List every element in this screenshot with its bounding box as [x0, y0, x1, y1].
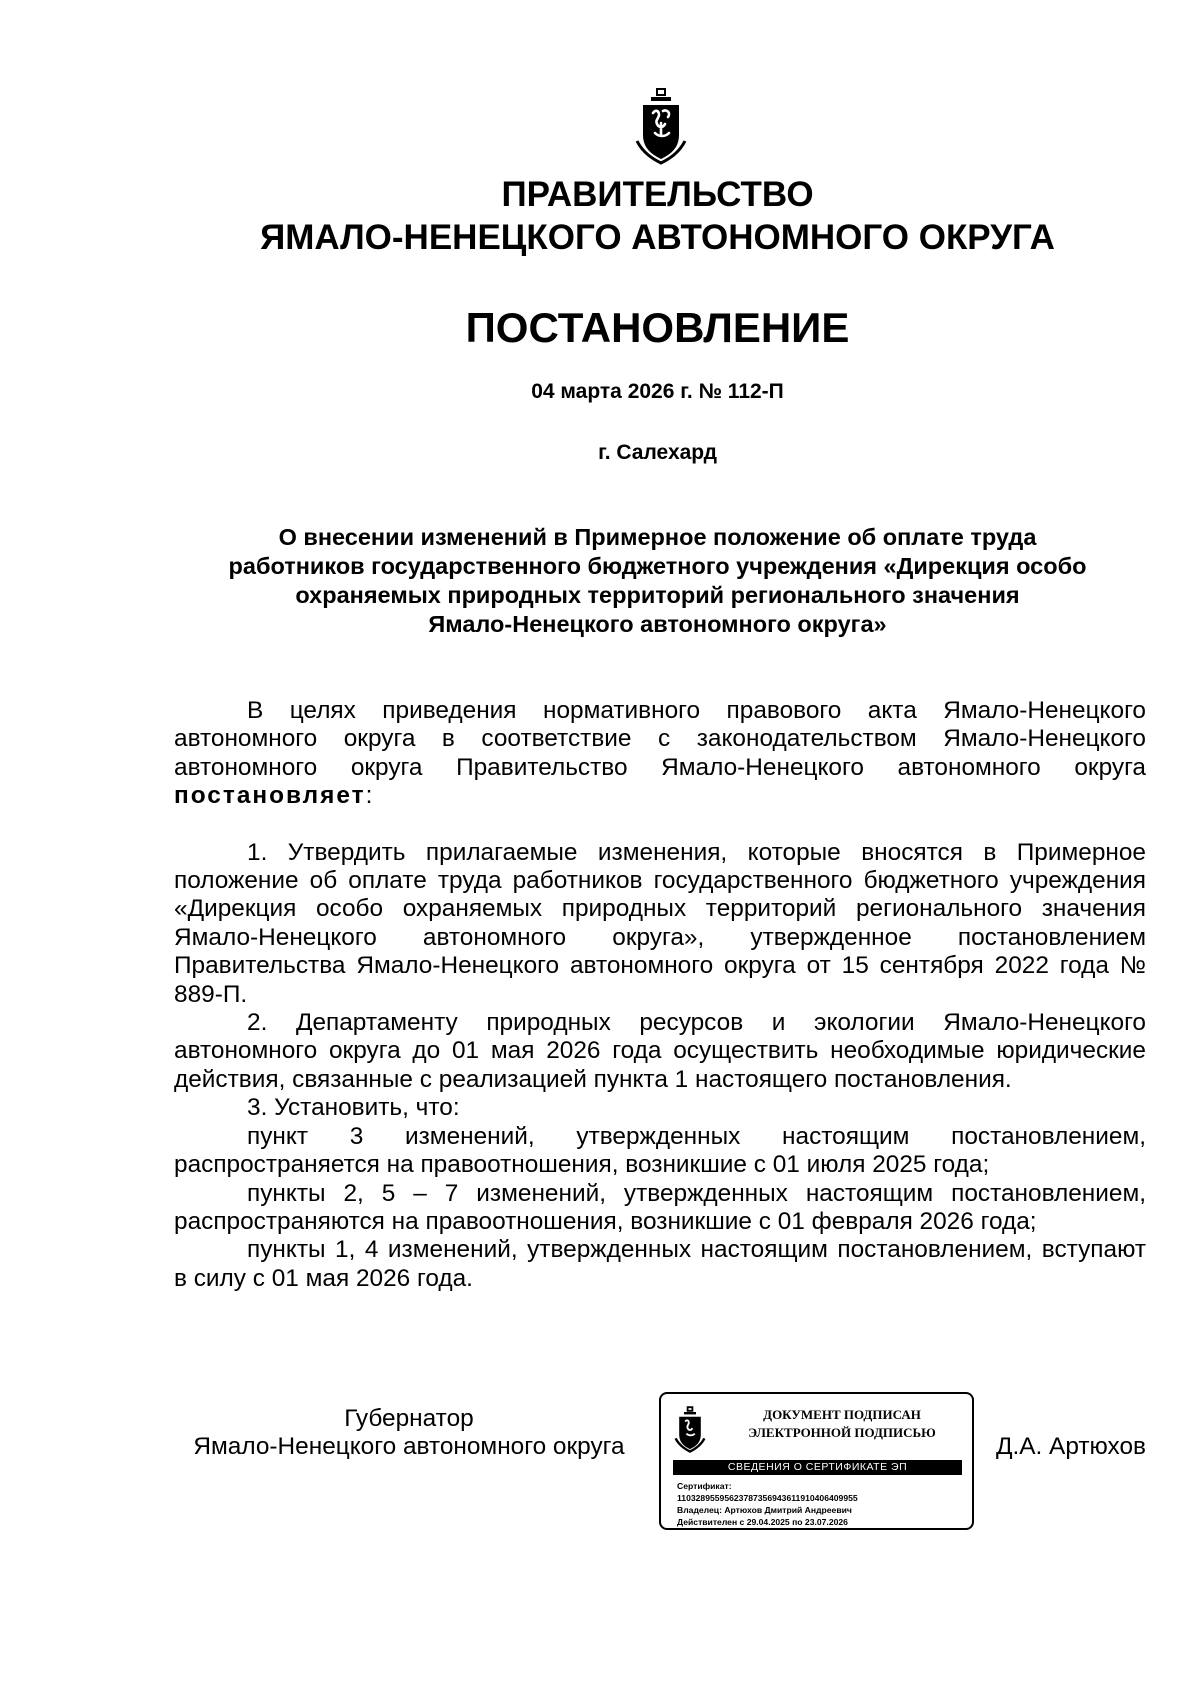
stamp-cert-label: Сертификат: [677, 1481, 732, 1491]
signatory-name: Д.А. Артюхов [995, 1433, 1146, 1460]
subject-line: работников государственного бюджетного учреждения «Дирекция особо [228, 553, 1087, 579]
subject-line: Ямало-Ненецкого автономного округа» [428, 611, 887, 637]
body-paragraph: 3. Установить, что: [247, 1094, 460, 1122]
document-subject [170, 523, 1145, 639]
subject-line: О внесении изменений в Примерное положение об оплате труда [278, 524, 1037, 550]
coat-of-arms-emblem [633, 87, 689, 167]
decree-colon: : [365, 782, 373, 810]
body-paragraph: пункты 2, 5 – 7 изменений, утвержденных настоящим постановлением, распространяются на правоотношения, возникшие с 01 февраля 2026 года; [174, 1179, 1146, 1235]
decree-word: постановляет [174, 782, 366, 810]
stamp-heading-line1: ДОКУМЕНТ ПОДПИСАН [763, 1407, 921, 1422]
document-date-number: 04 марта 2026 г. № 112-П [531, 380, 784, 403]
document-type: ПОСТАНОВЛЕНИЕ [465, 304, 850, 351]
stamp-emblem-icon [673, 1406, 707, 1454]
signatory-title-line1: Губернатор [344, 1405, 474, 1432]
body-paragraph: 2. Департаменту природных ресурсов и экологии Ямало-Ненецкого автономного округа до 01 мая 2026 года осуществить необходимые юридические действия, связанные с реализацией пункта 1 настоящего постановления. [174, 1009, 1146, 1093]
signatory-title [174, 1405, 644, 1462]
stamp-heading-line2: ЭЛЕКТРОННОЙ ПОДПИСЬЮ [748, 1425, 936, 1440]
stamp-validity: Действителен с 29.04.2025 по 23.07.2026 [677, 1517, 848, 1527]
document-city: г. Салехард [598, 441, 717, 464]
body-paragraph: пункты 1, 4 изменений, утвержденных настоящим постановлением, вступают в силу с 01 мая 2026 года. [174, 1236, 1146, 1292]
preamble-paragraph [174, 697, 1146, 811]
body-paragraph: пункт 3 изменений, утвержденных настоящим постановлением, распространяется на правоотношения, возникшие с 01 июля 2025 года; [174, 1122, 1146, 1179]
preamble-text: В целях приведения нормативного правового акта Ямало-Ненецкого автономного округа в соответствие с законодательством Ямало-Ненецкого автономного округа Правительство Ямало-Ненецкого автономного округа [174, 697, 1146, 781]
document-body [174, 697, 1146, 1293]
subject-line: охраняемых природных территорий регионального значения [295, 582, 1020, 608]
government-title-line1: ПРАВИТЕЛЬСТВО [501, 175, 814, 214]
electronic-signature-stamp [659, 1392, 974, 1530]
stamp-cert-number: 11032895595623787356943611910406409955 [677, 1493, 858, 1503]
stamp-certificate-bar: СВЕДЕНИЯ О СЕРТИФИКАТЕ ЭП [673, 1460, 962, 1475]
government-title-line2: ЯМАЛО-НЕНЕЦКОГО АВТОНОМНОГО ОКРУГА [260, 218, 1055, 257]
signatory-title-line2: Ямало-Ненецкого автономного округа [193, 1433, 625, 1461]
stamp-owner: Владелец: Артюхов Дмитрий Андреевич [677, 1505, 852, 1515]
body-paragraph: 1. Утвердить прилагаемые изменения, которые вносятся в Примерное положение об оплате труда работников государственного бюджетного учреждения «Дирекция особо охраняемых природных территорий регионального значения Ямало-Ненецкого автономного округа», утвержденное постановлением Правительства Ямало-Ненецкого автономного округа от 15 сентября 2022 года № 889-П. [174, 838, 1146, 1008]
